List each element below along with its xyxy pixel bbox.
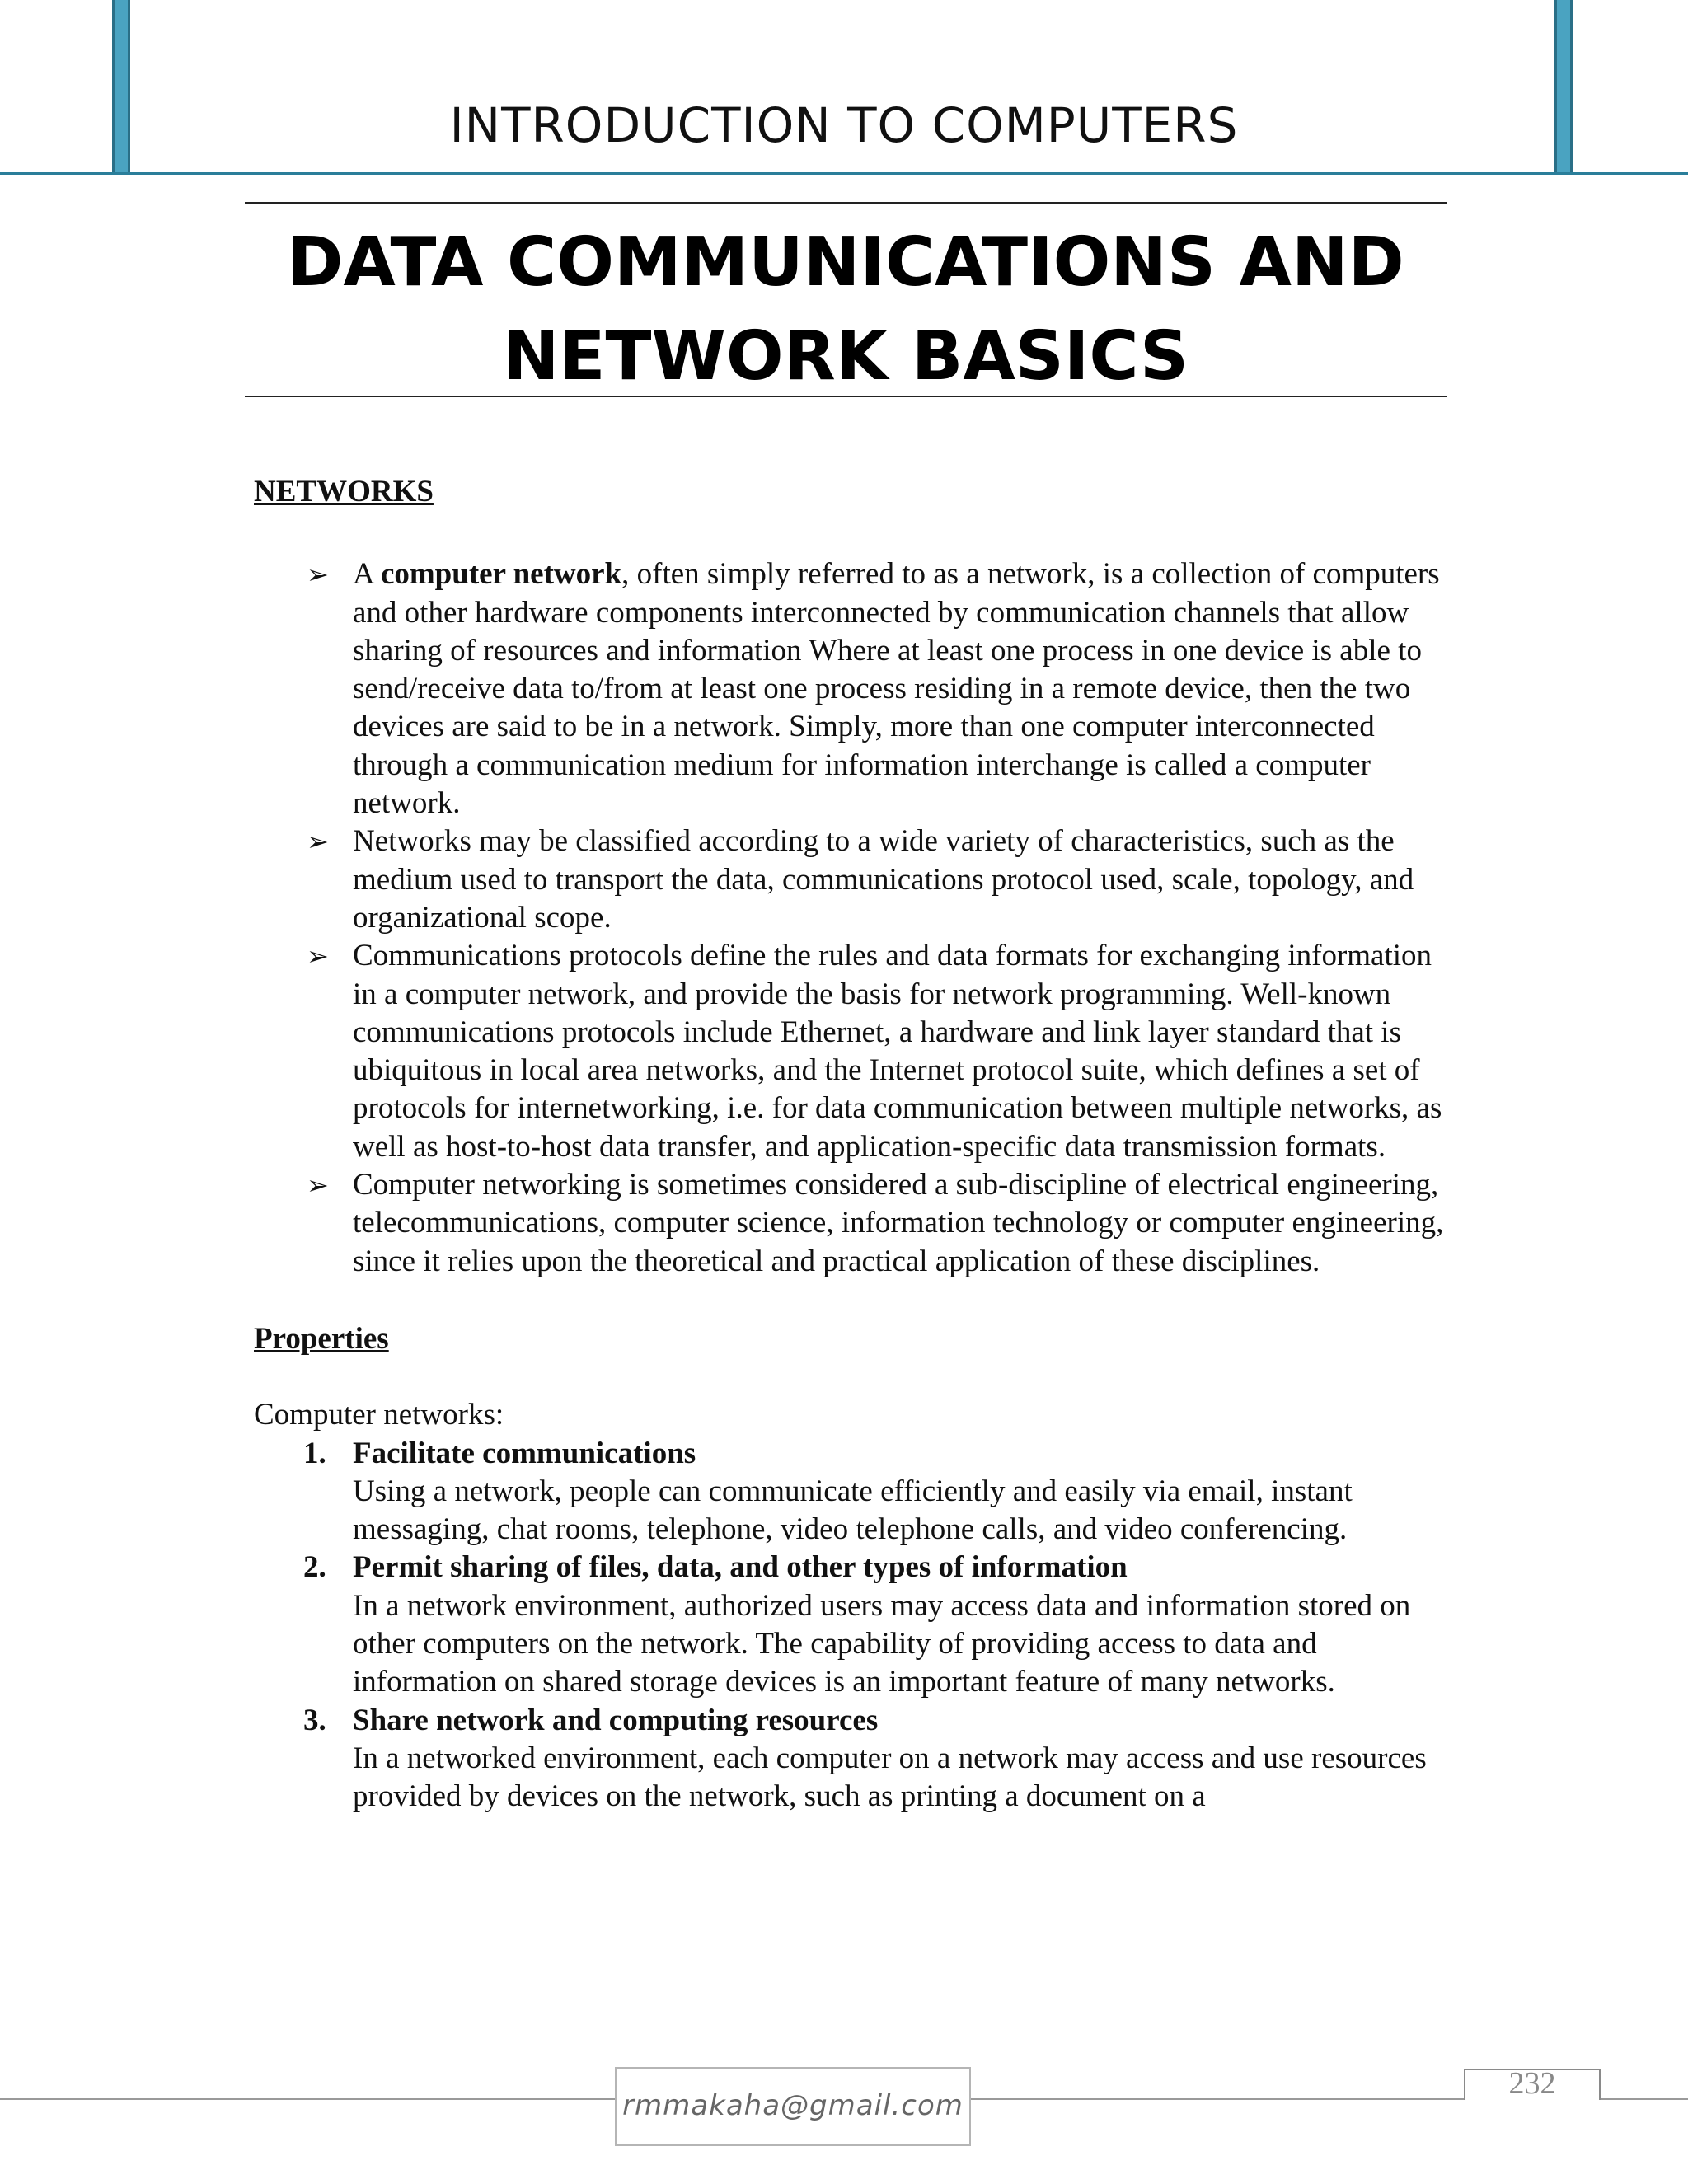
list-item bbox=[254, 555, 1449, 823]
chapter-title-line1: DATA COMMUNICATIONS AND bbox=[287, 223, 1404, 302]
list-item bbox=[254, 937, 1449, 1166]
bullet1-prefix: A bbox=[353, 557, 381, 592]
title-rule-bottom bbox=[245, 396, 1447, 397]
list-item bbox=[254, 1549, 1449, 1701]
list-item bbox=[254, 1702, 1449, 1816]
item-title: Facilitate communications bbox=[353, 1436, 696, 1470]
bullet4-text: Computer networking is sometimes considered a sub-discipline of electrical engineering, telecommunications, computer science, information technology or computer engineering, since it relies upon the theoretical and practical application of these disciplines. bbox=[353, 1168, 1444, 1278]
spacer bbox=[254, 1281, 1449, 1320]
arrow-bullet-icon: ➢ bbox=[307, 940, 329, 972]
properties-list bbox=[254, 1435, 1449, 1816]
item-body: Using a network, people can communicate efficiently and easily via email, instant messaging, chat rooms, telephone, video telephone calls, and video conferencing. bbox=[353, 1474, 1353, 1547]
bullet2-text: Networks may be classified according to a wide variety of characteristics, such as the medium used to transport the data, communications protocol used, scale, topology, and organizational scope. bbox=[353, 824, 1414, 935]
chapter-title-line2: NETWORK BASICS bbox=[502, 317, 1189, 396]
footer-rule-right bbox=[1599, 2098, 1688, 2100]
item-number: 3. bbox=[303, 1703, 326, 1737]
list-item bbox=[254, 823, 1449, 937]
bullet1-bold-term: computer network bbox=[380, 557, 622, 592]
footer-rule-middle bbox=[969, 2098, 1464, 2100]
item-number: 1. bbox=[303, 1436, 326, 1470]
page-body bbox=[254, 473, 1449, 1816]
title-rule-top bbox=[245, 202, 1447, 204]
spacer bbox=[254, 1358, 1449, 1396]
footer-email: rmmakaha@gmail.com bbox=[615, 2067, 971, 2146]
header-rule bbox=[0, 172, 1688, 175]
chapter-title bbox=[245, 216, 1447, 404]
item-title: Share network and computing resources bbox=[353, 1703, 879, 1737]
arrow-bullet-icon: ➢ bbox=[307, 559, 329, 591]
item-number: 2. bbox=[303, 1550, 326, 1585]
networks-heading: NETWORKS bbox=[254, 475, 434, 509]
arrow-bullet-icon: ➢ bbox=[307, 826, 329, 858]
item-title: Permit sharing of files, data, and other types of information bbox=[353, 1550, 1128, 1585]
running-header-title: INTRODUCTION TO COMPUTERS bbox=[449, 97, 1239, 153]
properties-intro: Computer networks: bbox=[254, 1398, 504, 1432]
bullet3-text: Communications protocols define the rules and data formats for exchanging information in a computer network, and provide the basis for network programming. Well-known communications protocols include Ethernet, a hardware and link layer standard that is ubiquitous in local area networks, and the Internet protocol suite, which defines a set of protocols for internetworking, i.e. for data communication between multiple networks, as well as host-to-host data transfer, and application-specific data transmission formats. bbox=[353, 939, 1442, 1164]
list-item bbox=[254, 1435, 1449, 1549]
list-item bbox=[254, 1166, 1449, 1281]
properties-heading: Properties bbox=[254, 1321, 389, 1356]
item-body: In a network environment, authorized users may access data and information stored on other computers on the network. The capability of providing access to data and information on shared storage devices is an important feature of many networks. bbox=[353, 1588, 1411, 1699]
page-number: 232 bbox=[1508, 2066, 1556, 2101]
footer-rule-left bbox=[0, 2098, 617, 2100]
arrow-bullet-icon: ➢ bbox=[307, 1169, 329, 1202]
networks-bullet-list bbox=[254, 555, 1449, 1281]
item-body: In a networked environment, each computer on a network may access and use resources provided by devices on the network, such as printing a document on a bbox=[353, 1741, 1427, 1814]
bullet1-text: , often simply referred to as a network, is a collection of computers and other hardware components interconnected by communication channels that allow sharing of resources and information Where at least one process in one device is able to send/receive data to/from at least one process residing in a remote device, then the two devices are said to be in a network. Simply, more than one computer interconnected through a communication medium for information interchange is called a computer network. bbox=[353, 557, 1440, 821]
